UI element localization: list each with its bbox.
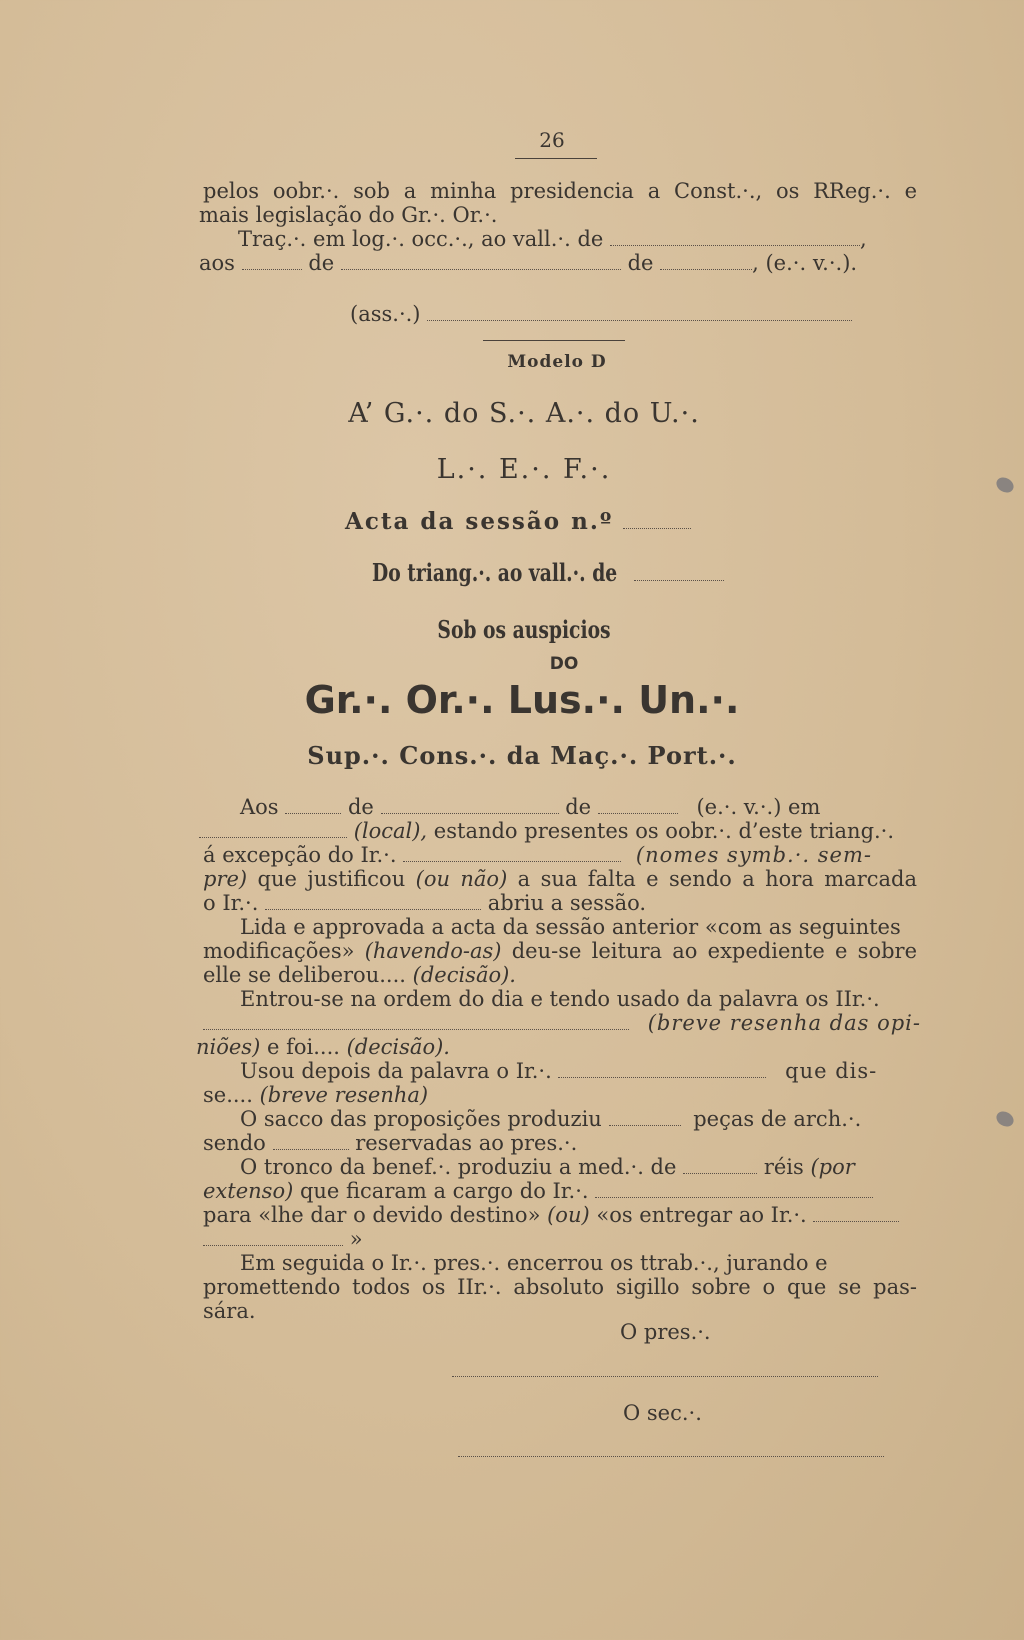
page-number: 26	[539, 128, 565, 152]
blank-field	[634, 566, 724, 581]
blank-field	[242, 255, 302, 270]
body-p7-line-1: Em seguida o Ir.·. pres.·. encerrou os ttrab.·., jurando e	[240, 1251, 828, 1275]
blank-field	[609, 1111, 681, 1126]
secretary-signature-line	[458, 1442, 884, 1457]
lodge-name: L.·. E.·. F.·.	[436, 454, 612, 485]
blank-field	[623, 514, 691, 529]
grand-orient-title: Gr.·. Or.·. Lus.·. Un.·.	[304, 678, 740, 722]
blank-field	[595, 1183, 873, 1198]
intro-line-4: aos de de , (e.·. v.·.).	[199, 251, 858, 275]
intro-line-2: mais legislação do Gr.·. Or.·.	[199, 203, 498, 227]
body-p6-line-1: O tronco da benef.·. produziu a med.·. de réis (por	[240, 1155, 855, 1179]
body-p4-line-2: se.... (breve resenha)	[203, 1083, 429, 1107]
blank-field	[660, 255, 752, 270]
blank-field	[265, 895, 481, 910]
body-p2-line-3: elle se deliberou.... (decisão).	[203, 963, 516, 987]
body-p1-line-1: Aos de de (e.·. v.·.) em	[240, 795, 821, 819]
blank-field	[813, 1207, 899, 1222]
blank-field	[203, 1231, 343, 1246]
president-signature-line	[452, 1362, 878, 1377]
body-p2-line-1: Lida e approvada a acta da sessão anterior «com as seguintes	[240, 915, 901, 939]
blank-field	[273, 1135, 349, 1150]
blank-field	[203, 1015, 629, 1030]
body-p3-line-3: niões) e foi.... (decisão).	[196, 1035, 450, 1059]
body-p3-line-2: (breve resenha das opi-	[203, 1011, 921, 1035]
blank-field	[341, 255, 621, 270]
intro-signature: (ass.·.)	[350, 302, 852, 326]
invocation: A’ G.·. do S.·. A.·. do U.·.	[348, 398, 700, 429]
body-p6-line-2: extenso) que ficaram a cargo do Ir.·.	[203, 1179, 873, 1203]
blank-field	[199, 823, 347, 838]
secretary-signature-label: O sec.·.	[623, 1401, 702, 1425]
model-title: Modelo D	[507, 352, 607, 372]
staple-mark-bottom	[994, 1108, 1017, 1129]
signature-line	[427, 306, 852, 321]
blank-field	[558, 1063, 766, 1078]
acta-title: Acta da sessão n.º	[345, 510, 691, 534]
body-p4-line-1: Usou depois da palavra o Ir.·. que dis-	[240, 1059, 878, 1083]
body-p6-line-3: para «lhe dar o devido destino» (ou) «os entregar ao Ir.·.	[203, 1203, 899, 1227]
body-p7-line-2: promettendo todos os IIr.·. absoluto sigillo sobre o que se pas-	[203, 1275, 917, 1299]
intro-line-3: Traç.·. em log.·. occ.·., ao vall.·. de ,	[238, 227, 867, 251]
blank-field	[403, 847, 621, 862]
blank-field	[610, 231, 860, 246]
intro-line-1: pelos oobr.·. sob a minha presidencia a Const.·., os RReg.·. e	[203, 179, 917, 203]
do-label: DO	[549, 654, 579, 674]
blank-field	[598, 799, 678, 814]
body-p3-line-1: Entrou-se na ordem do dia e tendo usado da palavra os IIr.·.	[240, 987, 880, 1011]
blank-field	[683, 1159, 757, 1174]
supreme-council: Sup.·. Cons.·. da Maç.·. Port.·.	[307, 741, 737, 770]
blank-field	[381, 799, 559, 814]
body-p5-line-1: O sacco das proposições produziu peças de arch.·.	[240, 1107, 862, 1131]
body-p1-line-4: pre) que justificou (ou não) a sua falta e sendo a hora marcada	[203, 867, 917, 891]
body-p1-line-5: o Ir.·. abriu a sessão.	[203, 891, 647, 915]
body-p2-line-2: modificações» (havendo-as) deu-se leitura ao expediente e sobre	[203, 939, 917, 963]
section-rule	[483, 340, 625, 341]
body-p1-line-3: á excepção do Ir.·. (nomes symb.·. sem-	[203, 843, 872, 867]
body-p1-line-2: (local), estando presentes os oobr.·. d’este triang.·.	[199, 819, 894, 843]
triang-line: Do triang.·. ao vall.·. de	[372, 561, 724, 585]
body-p6-line-4: »	[203, 1227, 363, 1251]
auspices-line: Sob os auspicios	[437, 615, 611, 644]
page-number-rule	[515, 158, 597, 159]
body-p7-line-3: sára.	[203, 1299, 256, 1323]
blank-field	[285, 799, 341, 814]
body-p5-line-2: sendo reservadas ao pres.·.	[203, 1131, 578, 1155]
president-signature-label: O pres.·.	[620, 1320, 711, 1344]
